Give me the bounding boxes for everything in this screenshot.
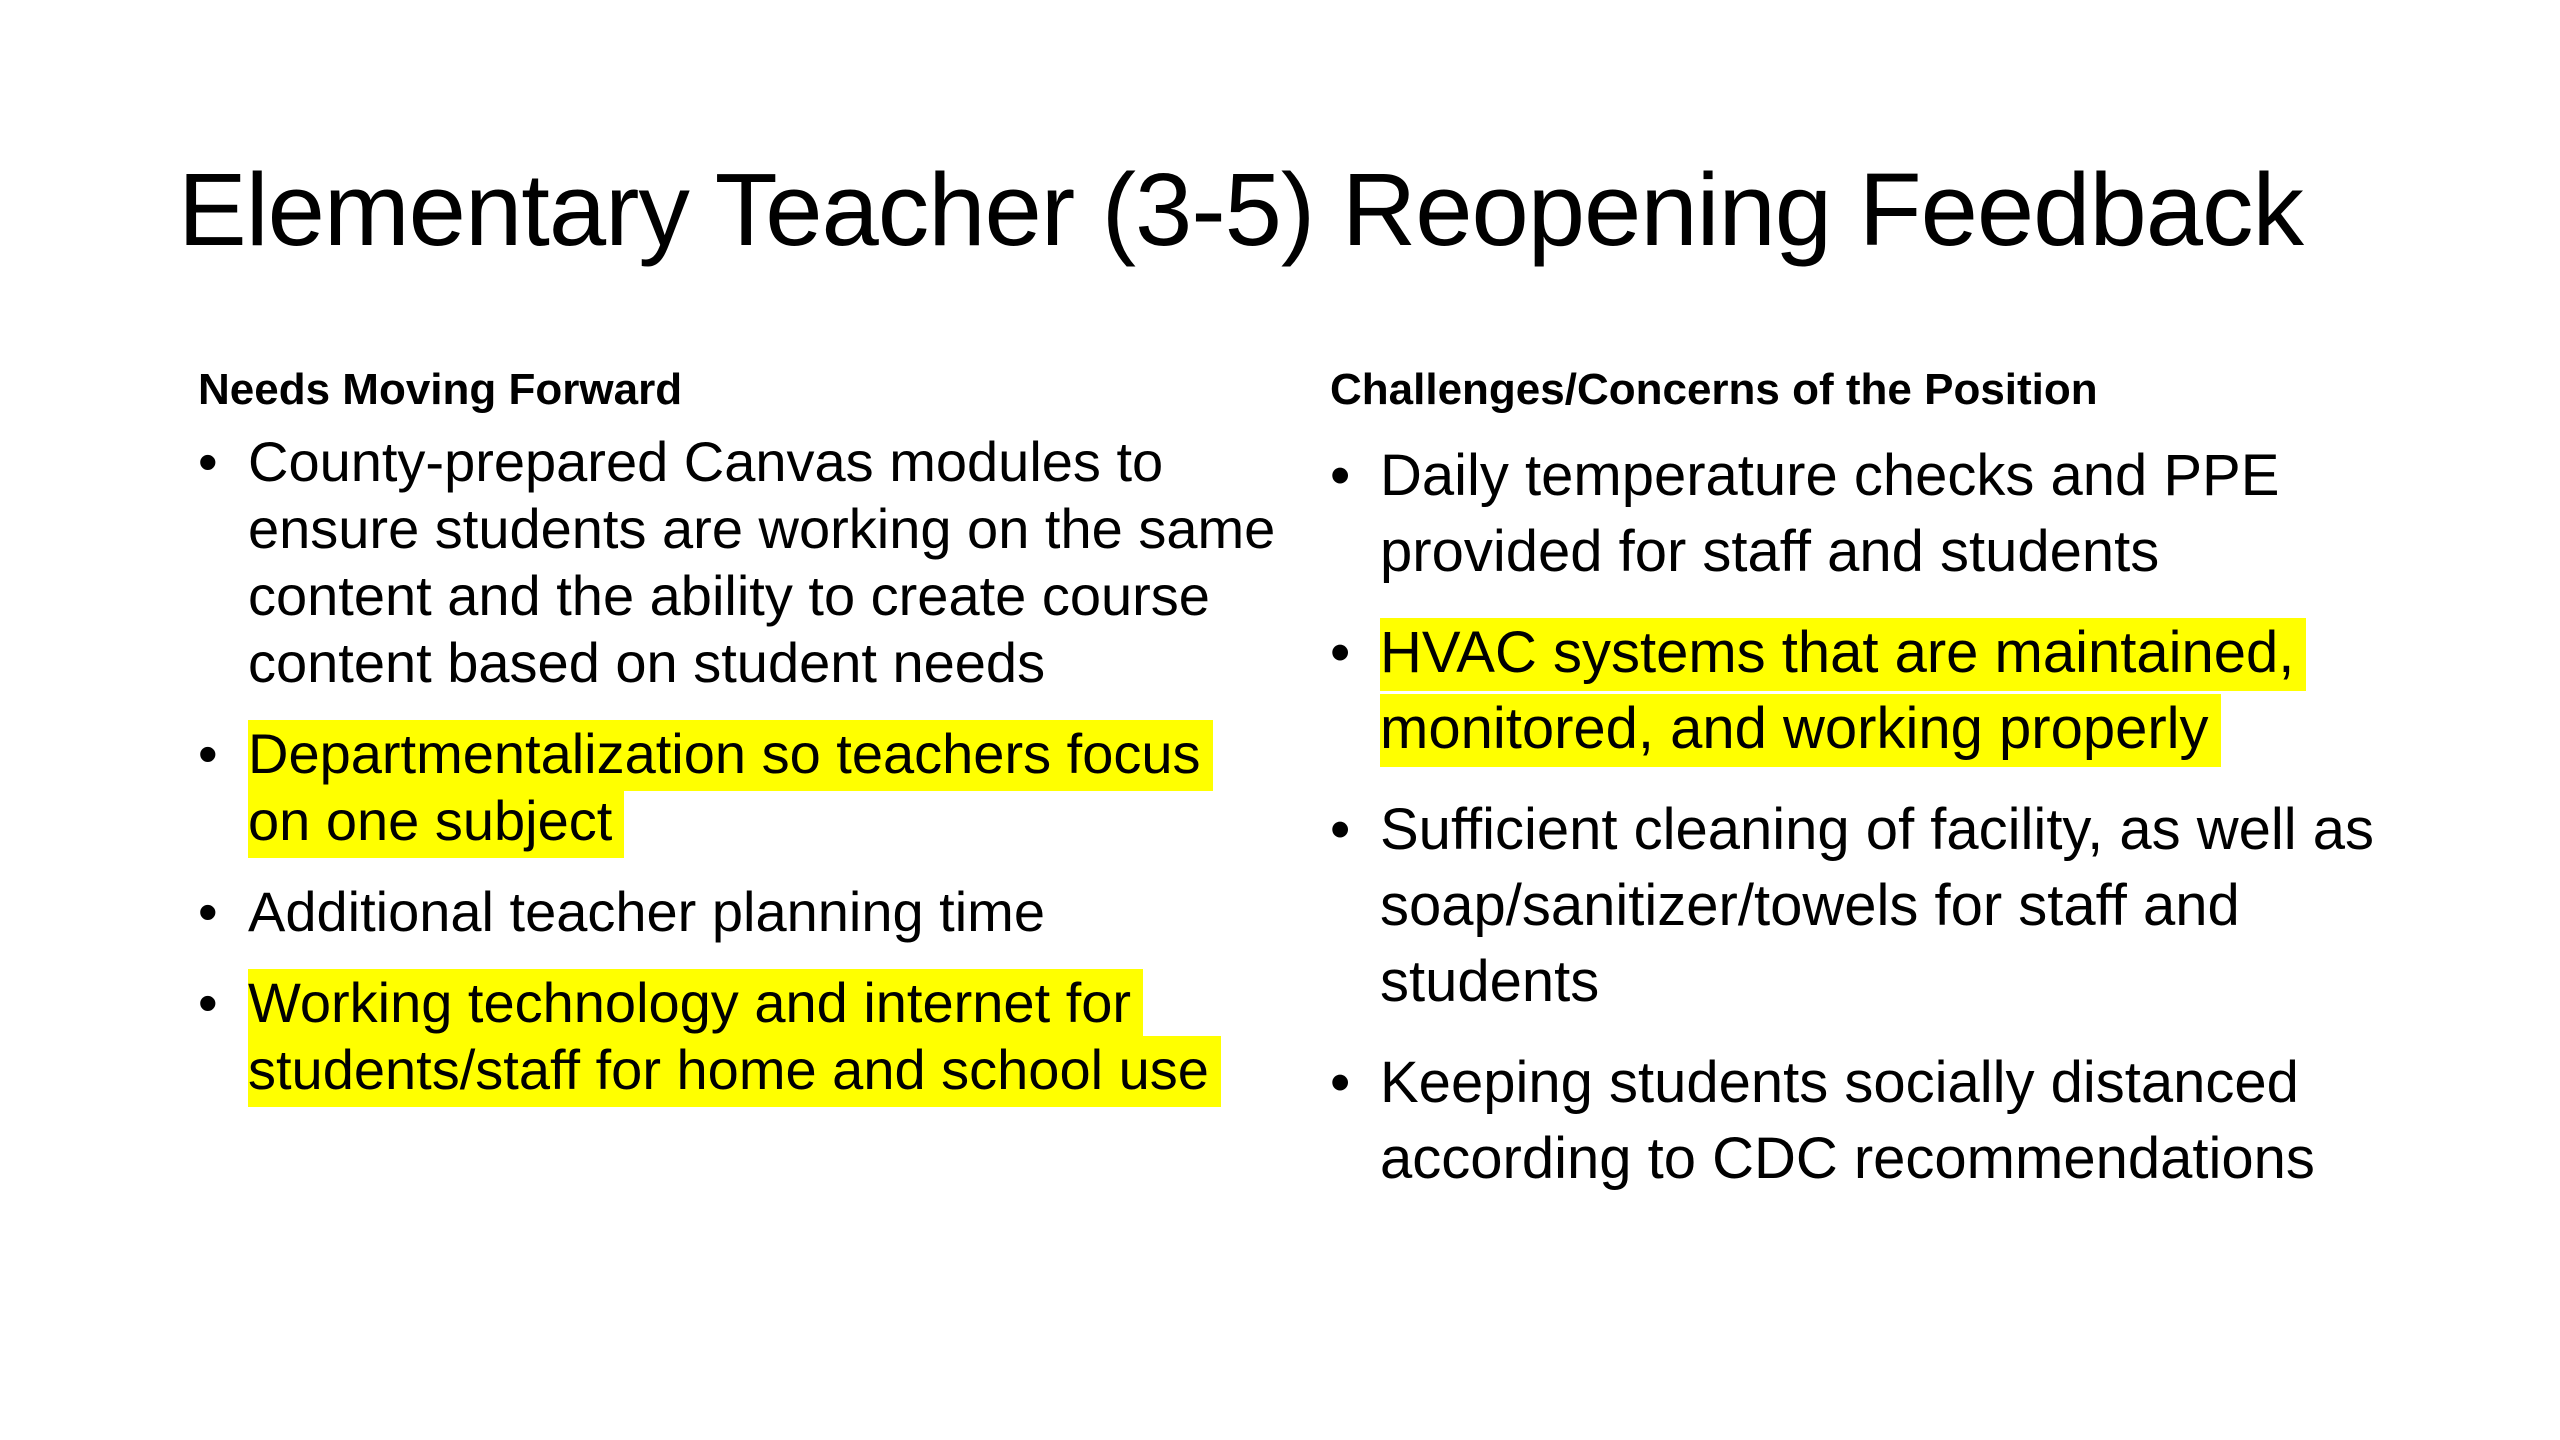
challenges-column xyxy=(1330,360,2450,1197)
list-item xyxy=(198,428,1278,696)
bullet-text: Sufficient cleaning of facility, as well as soap/sanitizer/towels for staff and students xyxy=(1380,797,2375,1014)
list-item xyxy=(1330,615,2450,767)
bullet-text: Keeping students socially distanced according to CDC recommendations xyxy=(1380,1050,2315,1191)
list-item xyxy=(198,720,1278,854)
bullet-text: County-prepared Canvas modules to ensure students are working on the same content and the ability to create course content based on student needs xyxy=(248,430,1276,694)
bullet-text: Daily temperature checks and PPE provided for staff and students xyxy=(1380,443,2280,584)
bullet-icon: • xyxy=(198,971,218,1034)
highlighted-bullet-text: Departmentalization so teachers focus on one subject xyxy=(248,720,1213,858)
challenges-list xyxy=(1330,438,2450,1197)
needs-column xyxy=(198,360,1278,1103)
highlighted-bullet-text: Working technology and internet for students/staff for home and school use xyxy=(248,969,1221,1107)
bullet-icon: • xyxy=(1330,797,1351,862)
slide-title: Elementary Teacher (3-5) Reopening Feedback xyxy=(178,152,2304,267)
list-item xyxy=(1330,1045,2450,1197)
highlighted-bullet-text: HVAC systems that are maintained, monitored, and working properly xyxy=(1380,618,2306,767)
list-item xyxy=(1330,438,2450,590)
bullet-icon: • xyxy=(198,880,218,943)
bullet-icon: • xyxy=(198,430,218,493)
bullet-text: Additional teacher planning time xyxy=(248,880,1045,943)
list-item xyxy=(198,969,1278,1103)
list-item xyxy=(1330,792,2450,1020)
bullet-icon: • xyxy=(1330,443,1351,508)
challenges-heading: Challenges/Concerns of the Position xyxy=(1330,365,2098,414)
needs-list xyxy=(198,428,1278,1103)
bullet-icon: • xyxy=(198,722,218,785)
bullet-icon: • xyxy=(1330,620,1351,685)
needs-heading: Needs Moving Forward xyxy=(198,365,683,414)
bullet-icon: • xyxy=(1330,1050,1351,1115)
list-item xyxy=(198,878,1278,945)
